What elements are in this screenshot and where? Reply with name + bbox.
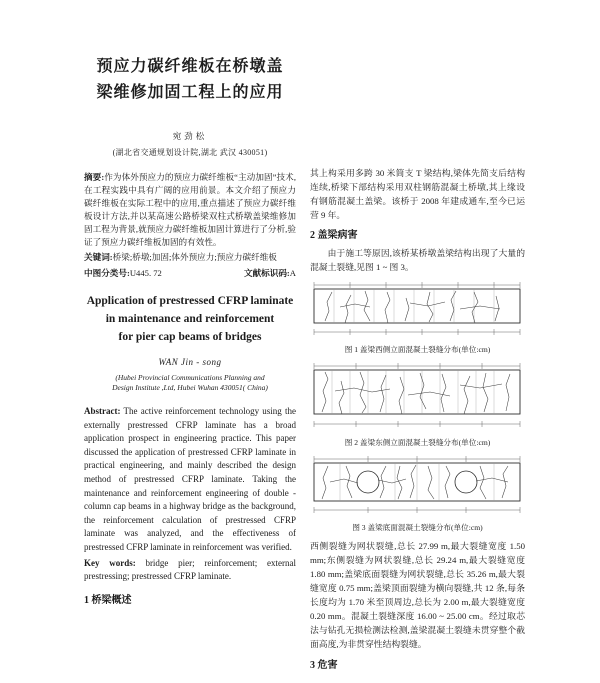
doc-code-value: A bbox=[289, 268, 296, 278]
paper-title-en bbox=[84, 292, 296, 346]
author-zh: 宛劲松 bbox=[172, 131, 208, 141]
figure-2-crack-diagram bbox=[310, 361, 525, 435]
affiliation-en bbox=[84, 373, 296, 393]
figure-3-crack-diagram bbox=[310, 454, 525, 520]
left-column bbox=[84, 54, 296, 673]
figure-3-caption: 图 3 盖梁底面混凝土裂缝分布(单位:cm) bbox=[352, 523, 483, 532]
keywords-en-text: bridge pier; reinforcement; external prestressing; prestressed CFRP laminate. bbox=[84, 557, 297, 582]
keywords-zh bbox=[84, 251, 296, 264]
two-column-layout bbox=[84, 54, 525, 673]
figure-2 bbox=[310, 361, 525, 448]
abstract-zh-label: 摘要: bbox=[84, 172, 105, 182]
figure-1-caption: 图 1 盖梁西侧立面混凝土裂缝分布(单位:cm) bbox=[344, 345, 491, 354]
paper-title-zh bbox=[84, 54, 296, 106]
abstract-zh-text: 作为体外预应力的预应力碳纤维板“主动加固”技术,在工程实践中具有广阔的应用前景。本文介绍了预应力碳纤维板在实际工程中的应用,重点描述了预应力碳纤维板设计方法,并以某高速公路桥梁双柱式桥墩盖梁维修加固工程为背景,就预应力碳纤维板加固计算进行了分析,验证了预应力碳纤维板加固的有效性。 bbox=[84, 172, 296, 247]
right-column bbox=[310, 54, 525, 673]
figure-1 bbox=[310, 280, 525, 355]
affiliation-en-line2: Design Institute ,Ltd, Hubei Wuhan 430051( China) bbox=[112, 383, 268, 392]
title-zh-line2: 梁维修加固工程上的应用 bbox=[96, 84, 284, 101]
abstract-en-label: Abstract: bbox=[84, 406, 121, 416]
affiliation-en-line1: (Hubei Provincial Communications Planning and bbox=[115, 373, 265, 382]
keywords-en bbox=[84, 557, 296, 584]
section-2-heading: 2 盖梁病害 bbox=[310, 230, 358, 241]
keywords-zh-text: 桥梁;桥墩;加固;体外预应力;预应力碳纤维板 bbox=[112, 252, 277, 262]
figure-2-caption: 图 2 盖梁东侧立面混凝土裂缝分布(单位:cm) bbox=[344, 438, 491, 447]
body-paragraph-1: 其上构采用多跨 30 米简支 T 梁结构,梁体先简支后结构连续,桥梁下部结构采用双柱钢筋混凝土桥墩,其上缘设有钢筋混凝土盖梁。该桥于 2008 年建成通车,至今已运营 9 年。 bbox=[310, 168, 525, 220]
keywords-zh-label: 关键词: bbox=[84, 252, 113, 262]
affiliation-zh: (湖北省交通规划设计院,湖北 武汉 430051) bbox=[112, 148, 268, 157]
title-zh-line1: 预应力碳纤维板在桥墩盖 bbox=[96, 58, 284, 75]
abstract-zh bbox=[84, 171, 296, 249]
title-en-line3: for pier cap beams of bridges bbox=[118, 331, 262, 343]
title-en-line2: in maintenance and reinforcement bbox=[105, 313, 275, 325]
body-paragraph-2: 由于施工等原因,该桥某桥墩盖梁结构出现了大量的混凝土裂缝,见图 1 ~ 图 3。 bbox=[310, 248, 525, 272]
section-3-heading: 3 危害 bbox=[310, 660, 338, 671]
doc-code bbox=[244, 267, 296, 280]
doc-code-label: 文献标识码: bbox=[243, 268, 290, 278]
title-en-line1: Application of prestressed CFRP laminate bbox=[86, 295, 294, 307]
clc-number bbox=[84, 267, 162, 280]
figure-3 bbox=[310, 454, 525, 533]
section-1-heading: 1 桥梁概述 bbox=[84, 594, 132, 606]
clc-label: 中图分类号: bbox=[84, 268, 130, 278]
keywords-en-label: Key words: bbox=[84, 557, 136, 568]
clc-value: U445. 72 bbox=[129, 268, 162, 278]
author-en: WAN Jin - song bbox=[158, 357, 222, 367]
abstract-en-text: The active reinforcement technology using the externally prestressed CFRP laminate has a broad application prospect in engineering practice. This paper discussed the application of prestressed CFRP laminate in practical engineering, and mainly described the design method of prestressed CFRP laminate. Taking the maintenance and reinforcement engineering of double - column cap beams in a highway bridge as the background, the reinforcement calculation of prestressed CFRP laminate was analyzed, and the effectiveness of prestressed CFRP laminate in reinforcement was verified. bbox=[84, 406, 296, 552]
body-paragraph-3: 西侧裂缝为网状裂缝,总长 27.99 m,最大裂缝宽度 1.50 mm;东侧裂缝为网状裂缝,总长 29.24 m,最大裂缝宽度 1.80 mm;盖梁底面裂缝为网状裂缝,总长 35.26 m,最大裂缝宽度 0.75 mm;盖梁顶面裂缝为横向裂缝,共 12 条,每条长度均为 1.70 米至顶周边,总长为 2.00 m,最大裂缝宽度 0.20 mm。混凝土裂缝深度 16.00 ~ 25.00 cm。经过取芯法与钻孔无损检测法检测,盖梁混凝土裂缝未贯穿整个截面高度,为非贯穿性结构裂缝。 bbox=[310, 541, 525, 649]
figure-1-crack-diagram bbox=[310, 280, 525, 342]
classification-line bbox=[84, 267, 296, 280]
abstract-en bbox=[84, 405, 296, 555]
